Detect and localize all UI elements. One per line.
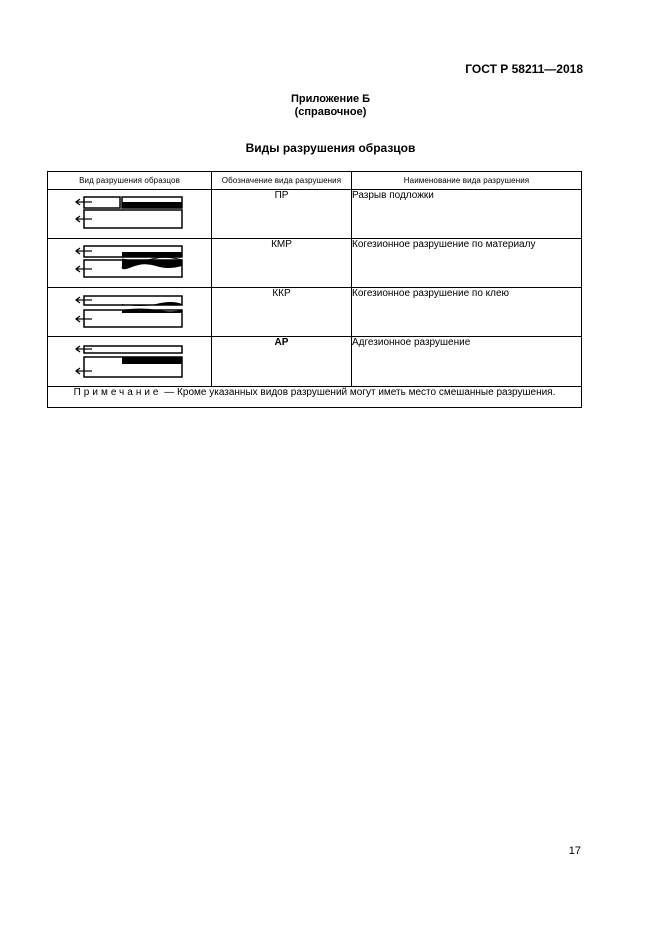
figure-cohesive-material (48, 239, 212, 288)
table-row (48, 337, 582, 387)
figure-cohesive-adhesive (48, 288, 212, 337)
table-note (48, 387, 582, 408)
header-name: Наименование вида разрушения (352, 172, 582, 190)
note-text: — Кроме указанных видов разрушений могут иметь место смешанные разрушения. (161, 387, 556, 398)
name-pr: Разрыв подложки (352, 190, 582, 239)
code-kkr: ККР (212, 288, 352, 337)
code-kmr: КМР (212, 239, 352, 288)
header-figure: Вид разрушения образцов (48, 172, 212, 190)
table-row (48, 239, 582, 288)
figure-adhesive (48, 337, 212, 387)
table-row (48, 190, 582, 239)
appendix-subtitle: (справочное) (294, 106, 367, 118)
page-number: 17 (568, 845, 581, 857)
name-kkr: Когезионное разрушение по клею (352, 288, 582, 337)
header-code: Обозначение вида разрушения (212, 172, 352, 190)
failure-types-table (47, 171, 582, 408)
appendix-title: Приложение Б (290, 93, 371, 105)
table-header-row (48, 172, 582, 190)
name-kmr: Когезионное разрушение по материалу (352, 239, 582, 288)
note-row (48, 387, 582, 408)
section-title: Виды разрушения образцов (245, 141, 416, 155)
name-ar: Адгезионное разрушение (352, 337, 582, 387)
document-code: ГОСТ Р 58211—2018 (465, 62, 583, 76)
figure-substrate-break (48, 190, 212, 239)
code-ar: АР (212, 337, 352, 387)
note-label: Примечание (73, 387, 162, 398)
table-row (48, 288, 582, 337)
code-pr: ПР (212, 190, 352, 239)
